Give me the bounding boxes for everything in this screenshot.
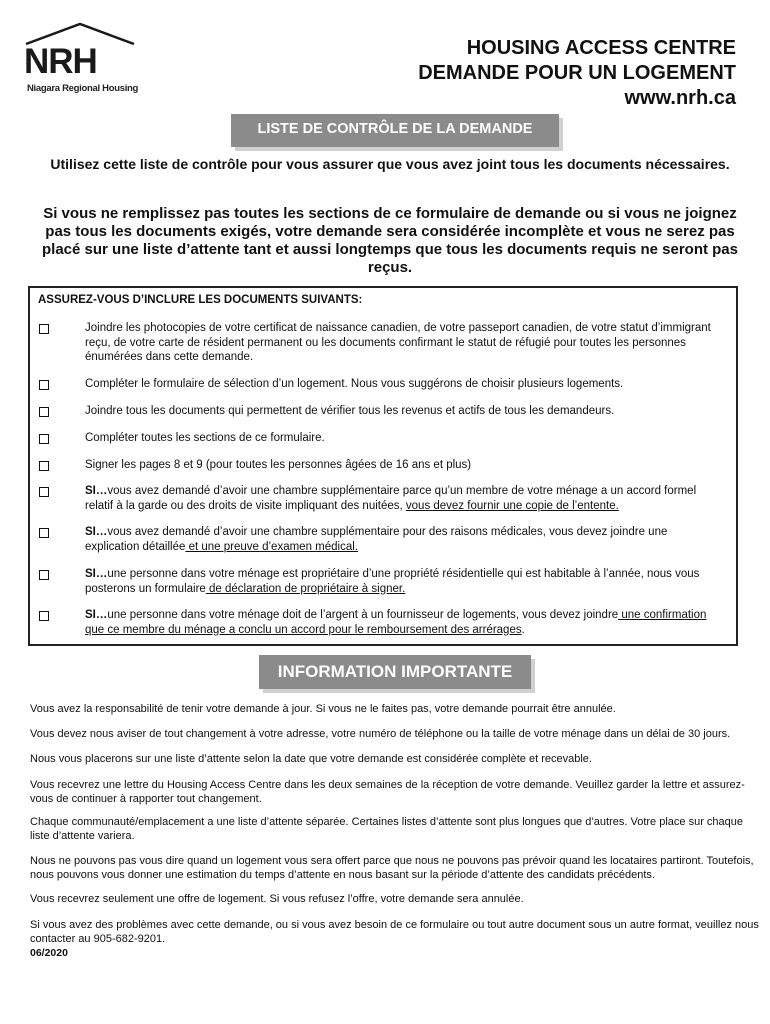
checklist-banner: LISTE DE CONTRÔLE DE LA DEMANDE xyxy=(231,114,559,147)
checklist-item-text: Signer les pages 8 et 9 (pour toutes les personnes âgées de 16 ans et plus) xyxy=(85,459,472,471)
checklist-item-text: Compléter toutes les sections de ce formulaire. xyxy=(85,432,325,444)
logo-wordmark: NRH xyxy=(24,42,97,81)
checklist-heading: ASSUREZ-VOUS D’INCLURE LES DOCUMENTS SUIVANTS: xyxy=(38,294,363,306)
info-banner: INFORMATION IMPORTANTE xyxy=(259,655,531,689)
info-paragraph: Nous ne pouvons pas vous dire quand un logement vous sera offert parce que nous ne pouvons pas prévoir quand les locataires partiront. Toutefois, nous pouvons vous donner une estimation du temps d’attente en nous basant sur la période d’attente des candidats précédents. xyxy=(30,855,754,881)
revision-date: 06/2020 xyxy=(30,947,68,959)
checkbox[interactable] xyxy=(39,380,49,390)
info-paragraph: Nous vous placerons sur une liste d’attente selon la date que votre demande est considérée complète et recevable. xyxy=(30,753,592,765)
checkbox[interactable] xyxy=(39,407,49,417)
checklist-item-text: Joindre les photocopies de votre certificat de naissance canadien, de votre passeport canadien, de votre statut d’immigrant reçu, de votre carte de résident permanent ou les documents confirmant le statut de réfugié pour toutes les personnes énumérées dans cette demande. xyxy=(85,322,711,363)
checkbox[interactable] xyxy=(39,434,49,444)
header-website: www.nrh.ca xyxy=(624,87,736,109)
checkbox[interactable] xyxy=(39,528,49,538)
info-paragraph: Vous avez la responsabilité de tenir votre demande à jour. Si vous ne le faites pas, votre demande pourrait être annulée. xyxy=(30,703,616,715)
checklist-item-text: SI…vous avez demandé d’avoir une chambre supplémentaire pour des raisons médicales, vous devez joindre une explication détaillée et une preuve d’examen médical. xyxy=(85,526,668,553)
header-line-2: DEMANDE POUR UN LOGEMENT xyxy=(418,62,736,84)
info-paragraph: Vous recevrez seulement une offre de logement. Si vous refusez l’offre, votre demande sera annulée. xyxy=(30,893,524,905)
header-line-1: HOUSING ACCESS CENTRE xyxy=(466,37,736,59)
checklist-item-text: SI…une personne dans votre ménage est propriétaire d’une propriété résidentielle qui est habitable à l’année, nous vous posterons un formulaire de déclaration de propriétaire à signer. xyxy=(85,568,700,595)
logo-subtitle: Niagara Regional Housing xyxy=(27,83,139,94)
checklist-box xyxy=(28,286,738,646)
intro-text: Utilisez cette liste de contrôle pour vous assurer que vous avez joint tous les documents nécessaires. xyxy=(50,156,730,172)
info-paragraph: Chaque communauté/emplacement a une liste d’attente séparée. Certaines listes d’attente sont plus longues que d’autres. Votre place sur chaque liste d’attente variera. xyxy=(30,816,743,842)
checkbox[interactable] xyxy=(39,461,49,471)
checklist-item-text: SI…une personne dans votre ménage doit de l’argent à un fournisseur de logements, vous devez joindre une confirmation que ce membre du ménage a conclu un accord pour le remboursement des arrérages. xyxy=(85,609,707,636)
info-paragraph: Vous devez nous aviser de tout changement à votre adresse, votre numéro de téléphone ou la taille de votre ménage dans un délai de 30 jours. xyxy=(30,728,731,740)
info-paragraph: Si vous avez des problèmes avec cette demande, ou si vous avez besoin de ce formulaire ou tout autre document sous un autre format, veuillez nous contacter au 905-682-9201. xyxy=(30,919,759,945)
header-title-block xyxy=(418,36,736,111)
checklist-item-text: Joindre tous les documents qui permettent de vérifier tous les revenus et actifs de tous les demandeurs. xyxy=(85,405,615,417)
checkbox[interactable] xyxy=(39,487,49,497)
checklist-item-text: Compléter le formulaire de sélection d’un logement. Nous vous suggérons de choisir plusieurs logements. xyxy=(85,378,624,390)
checkbox[interactable] xyxy=(39,324,49,334)
info-paragraph: Vous recevrez une lettre du Housing Access Centre dans les deux semaines de la réception de votre demande. Veuillez garder la lettre et assurez-vous de continuer à rapporter tout changement. xyxy=(30,779,745,805)
checklist-item-text: SI…vous avez demandé d’avoir une chambre supplémentaire parce qu’un membre de votre ménage a un accord formel relatif à la garde ou des droits de visite impliquant des nuitées, vous devez fournir une copie de l’entente. xyxy=(85,485,697,512)
checkbox[interactable] xyxy=(39,570,49,580)
nrh-logo xyxy=(24,22,139,97)
checkbox[interactable] xyxy=(39,611,49,621)
warning-text: Si vous ne remplissez pas toutes les sections de ce formulaire de demande ou si vous ne joignez pas tous les documents exigés, votre demande sera considérée incomplète et vous ne serez pas placé sur une liste d’attente tant et aussi longtemps que tous les documents requis ne seront pas reçus. xyxy=(42,205,738,276)
